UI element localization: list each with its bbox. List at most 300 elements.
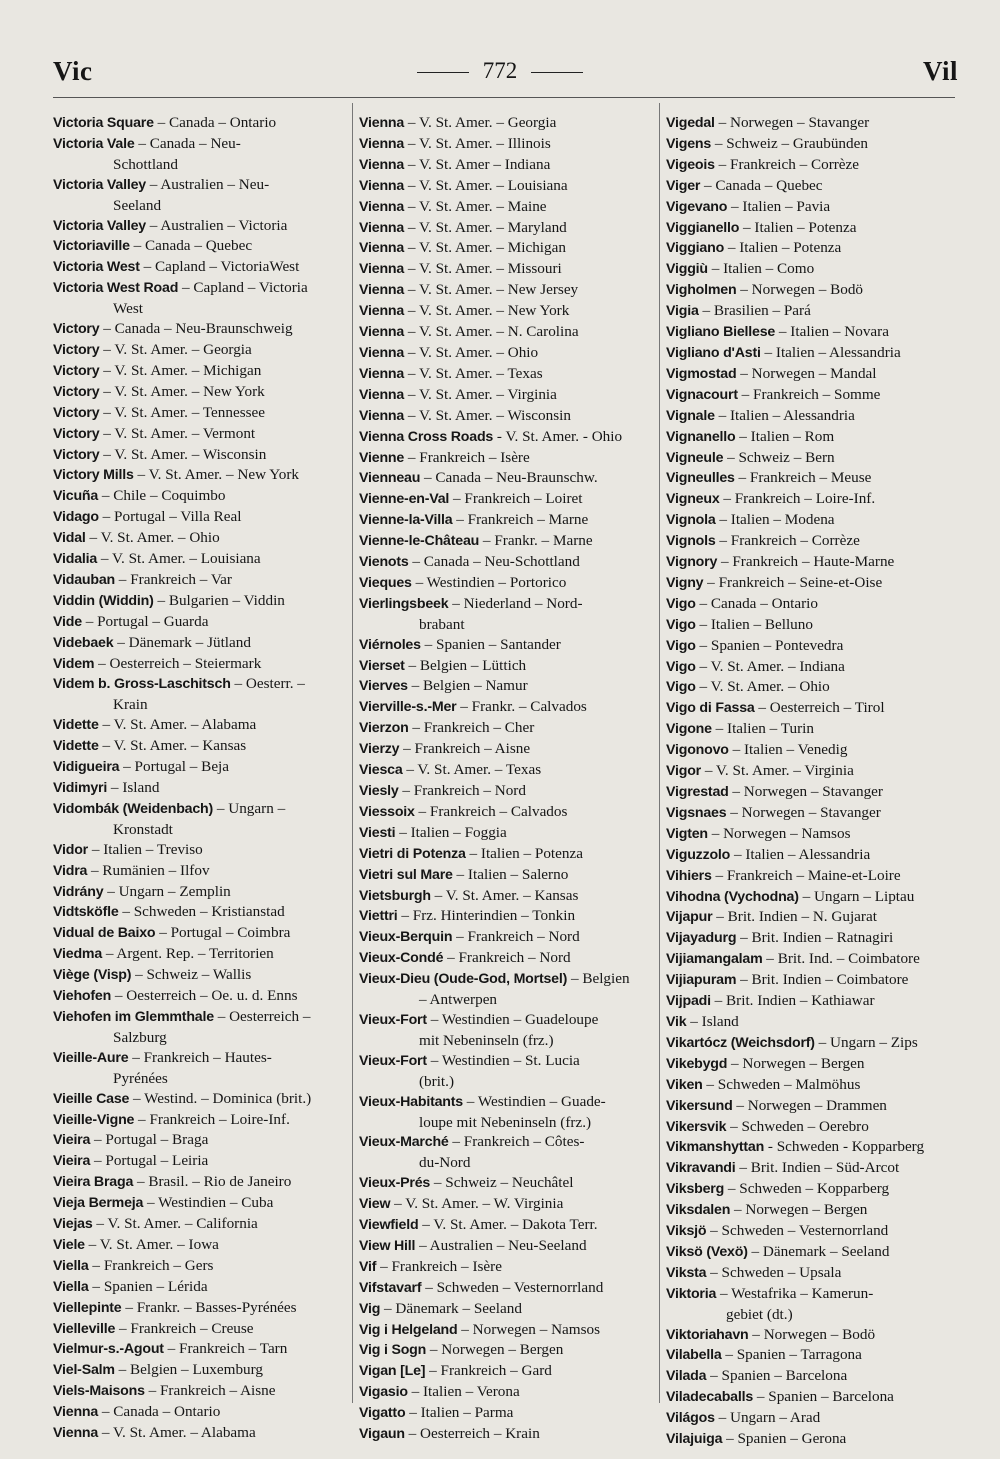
gazetteer-entry: [53, 861, 345, 882]
entry-headword: Vidtsköfle: [53, 904, 119, 921]
gazetteer-entry: [359, 1382, 655, 1403]
entry-headword: Viella: [53, 1257, 89, 1274]
gazetteer-entry: [359, 948, 655, 969]
entry-headword: Videbaek: [53, 634, 114, 651]
entry-location: – V. St. Amer. – Kansas: [98, 737, 247, 755]
entry-headword: Viksberg: [666, 1181, 725, 1198]
gazetteer-entry: [53, 549, 345, 570]
gazetteer-entry: [53, 654, 345, 675]
entry-headword: Victory: [53, 362, 100, 379]
gazetteer-entry: [666, 364, 962, 385]
entry-location: – Canada – Quebec: [129, 237, 253, 255]
entry-location: – Schweiz – Neuchâtel: [430, 1174, 574, 1192]
entry-headword: Vide: [53, 613, 82, 630]
entry-location: – Portugal – Braga: [90, 1131, 209, 1149]
entry-location: – Frankreich – Isère: [376, 1257, 502, 1275]
gazetteer-entry: [359, 1010, 655, 1051]
entry-headword: Vienna: [359, 365, 405, 382]
gazetteer-entry: [359, 176, 655, 197]
gazetteer-entry: [359, 823, 655, 844]
entry-location: – Oesterreich – Steiermark: [94, 654, 262, 672]
entry-headword: Vigny: [666, 574, 704, 591]
entry-location: – Ungarn – Liptau: [798, 887, 915, 905]
gazetteer-entry: [666, 1325, 962, 1346]
entry-headword: Vijapur: [666, 909, 713, 926]
gazetteer-entry: [359, 573, 655, 594]
entry-headword: Vihiers: [666, 867, 712, 884]
entry-headword: Vierlingsbeek: [359, 595, 449, 612]
entry-headword: Vienne-le-Château: [359, 533, 480, 550]
entry-location: – Schweiz – Bern: [723, 448, 835, 466]
entry-headword: Vidigueira: [53, 759, 120, 776]
entry-headword: Victory: [53, 425, 100, 442]
gazetteer-entry: [666, 970, 962, 991]
entry-headword: Viksta: [666, 1264, 707, 1281]
entry-headword: Vielleville: [53, 1320, 116, 1337]
entry-location: – V. St. Amer – Indiana: [404, 155, 551, 173]
entry-headword: Vikersvik: [666, 1118, 727, 1135]
entry-location: – V. St. Amer. – Tennessee: [99, 403, 266, 421]
gazetteer-entry: [666, 949, 962, 970]
entry-location: – Spanien – Barcelona: [706, 1367, 848, 1385]
entry-headword: Vikersund: [666, 1097, 733, 1114]
entry-location: – Norwegen – Bergen: [730, 1201, 868, 1219]
entry-headword: Vigone: [666, 721, 712, 738]
entry-location: – Schweden – Kopparberg: [724, 1180, 890, 1198]
entry-continuation: Schottland: [113, 155, 178, 173]
entry-headword: Vidal: [53, 530, 86, 547]
gazetteer-entry: [359, 927, 655, 948]
entry-headword: Vigaun: [359, 1426, 405, 1443]
gazetteer-entry: [53, 778, 345, 799]
gazetteer-entry: [666, 155, 962, 176]
gazetteer-entry: [53, 382, 345, 403]
entry-headword: Vieille-Vigne: [53, 1111, 135, 1128]
entry-location: – Canada – Neu-Schottland: [408, 553, 580, 571]
gazetteer-entry: [53, 1007, 345, 1048]
entry-headword: Viehofen: [53, 988, 112, 1005]
entry-headword: Vienna: [359, 240, 405, 257]
entry-location: – V. St. Amer. – Georgia: [404, 114, 557, 131]
entry-location: – Italien – Potenza: [465, 844, 583, 862]
entry-headword: Victory: [53, 321, 100, 338]
entry-location: – Italien – Alessandria: [714, 406, 855, 424]
gazetteer-entry: [666, 887, 962, 908]
entry-headword: Viehofen im Glemmthale: [53, 1008, 214, 1025]
gazetteer-entry: [53, 612, 345, 633]
entry-headword: Viels-Maisons: [53, 1383, 145, 1400]
entry-headword: Vidette: [53, 738, 99, 755]
gazetteer-entry: [53, 1423, 345, 1444]
entry-headword: Viel-Salm: [53, 1362, 115, 1379]
entry-continuation: Krain: [113, 696, 148, 714]
gazetteer-entry: [359, 259, 655, 280]
entry-location: – Italien – Treviso: [88, 840, 203, 858]
gazetteer-entry: [666, 259, 962, 280]
entry-location: – Italien – Rom: [735, 427, 835, 445]
entry-headword: Vienna: [53, 1404, 99, 1421]
entry-headword: Viele: [53, 1236, 85, 1253]
entry-location: – Portugal – Coimbra: [155, 924, 291, 942]
entry-location: – V. St. Amer. – W. Virginia: [390, 1195, 564, 1213]
gazetteer-entry: [666, 113, 962, 134]
entry-headword: Vienna: [359, 344, 405, 361]
entry-location: – Portugal – Guarda: [81, 612, 209, 630]
entry-headword: Victory: [53, 446, 100, 463]
gazetteer-entry: [359, 1236, 655, 1257]
entry-continuation: du-Nord: [419, 1154, 471, 1172]
entry-headword: Vieux-Berquin: [359, 929, 453, 946]
gazetteer-entry: [359, 1092, 655, 1133]
entry-location: – V. St. Amer. – Wisconsin: [99, 445, 267, 463]
entry-continuation: Salzburg: [113, 1028, 167, 1046]
entry-location: – Frankreich – Haute-Marne: [717, 553, 895, 571]
gazetteer-entry: [359, 364, 655, 385]
gazetteer-entry: [359, 594, 655, 635]
entry-location: – V. St. Amer. – Louisiana: [97, 550, 261, 568]
gazetteer-entry: [53, 570, 345, 591]
gazetteer-entry: [359, 886, 655, 907]
entry-headword: Viesly: [359, 783, 399, 799]
entry-headword: Vidalia: [53, 551, 98, 568]
gazetteer-entry: [359, 739, 655, 760]
entry-headword: Vif: [359, 1258, 377, 1275]
entry-location: – V. St. Amer. – Missouri: [404, 260, 562, 278]
entry-location: – Frankreich – Nord: [398, 782, 526, 799]
entry-continuation: mit Nebeninseln (frz.): [419, 1031, 554, 1049]
gazetteer-entry: [359, 155, 655, 176]
entry-location: – Italien – Modena: [715, 511, 835, 529]
entry-location: – Norwegen – Mandal: [736, 364, 877, 382]
gazetteer-entry: [666, 531, 962, 552]
entry-headword: Vigeois: [666, 156, 715, 173]
entry-headword: Vilajuiga: [666, 1431, 723, 1448]
entry-headword: Vidago: [53, 509, 99, 526]
gazetteer-entry: [666, 385, 962, 406]
gazetteer-entry: [359, 113, 655, 134]
gazetteer-entry: [666, 1242, 962, 1263]
entry-headword: Vienna: [359, 324, 405, 341]
entry-location: – Frankreich – Marne: [452, 511, 589, 529]
entry-headword: Victoriaville: [53, 238, 130, 255]
entry-location: – Oesterreich – Tirol: [754, 699, 885, 717]
entry-location: – V. St. Amer. – Texas: [402, 761, 542, 779]
gazetteer-entry: [666, 761, 962, 782]
gazetteer-column-2: [359, 113, 655, 1445]
entry-headword: Vienne-la-Villa: [359, 512, 453, 529]
gazetteer-entry: [666, 1012, 962, 1033]
entry-location: – Frankreich – Seine-et-Oise: [703, 573, 883, 591]
gazetteer-entry: [359, 343, 655, 364]
entry-headword: Vigo: [666, 679, 696, 696]
entry-location: – Westindien – Guadeloupe: [426, 1010, 599, 1028]
entry-headword: Victoria Square: [53, 115, 154, 131]
entry-headword: Vienne-en-Val: [359, 491, 450, 508]
entry-location: – Italien – Venedig: [728, 741, 848, 759]
gazetteer-entry: [359, 218, 655, 239]
gazetteer-entry: [53, 403, 345, 424]
gazetteer-entry: [359, 1132, 655, 1173]
gazetteer-entry: [53, 319, 345, 340]
entry-location: – Frankreich – Creuse: [115, 1319, 254, 1337]
gazetteer-entry: [359, 197, 655, 218]
entry-headword: Vignols: [666, 533, 716, 550]
gazetteer-entry: [53, 1298, 345, 1319]
entry-headword: Vidette: [53, 717, 99, 734]
gazetteer-entry: [666, 448, 962, 469]
gazetteer-entry: [666, 657, 962, 678]
entry-location: – Canada – Neu-Braunschw.: [420, 469, 598, 487]
entry-headword: Viladecaballs: [666, 1389, 754, 1406]
entry-location: – Italien – Turin: [711, 720, 814, 738]
header-right-guideword: Vil: [923, 56, 958, 86]
entry-location: – Frankreich – Tarn: [163, 1340, 288, 1358]
entry-headword: Vietri sul Mare: [359, 866, 453, 883]
entry-location: – Frankreich – Côtes-: [448, 1133, 585, 1151]
entry-location: – Italien – Parma: [405, 1404, 514, 1422]
entry-location: – Westindien – St. Lucia: [426, 1051, 580, 1069]
entry-location: – Island: [107, 779, 160, 796]
entry-location: – Frankreich – Aisne: [144, 1382, 276, 1400]
entry-location: – Belgien: [567, 970, 630, 988]
gazetteer-entry: [666, 1096, 962, 1117]
entry-location: – V. St. Amer. – Alabama: [98, 1424, 256, 1442]
entry-location: – V. St. Amer. – Ohio: [695, 678, 830, 696]
entry-headword: Viddin (Widdin): [53, 592, 154, 609]
entry-location: – Brit. Ind. – Coimbatore: [762, 950, 920, 968]
entry-location: – V. St. Amer. – N. Carolina: [404, 323, 579, 341]
entry-location: – V. St. Amer. – Indiana: [695, 657, 845, 675]
entry-headword: Viejas: [53, 1216, 93, 1233]
entry-location: – Westindien – Cuba: [143, 1194, 274, 1212]
entry-headword: Viksö (Vexö): [666, 1243, 748, 1260]
entry-location: – Schweden – Vesternorrland: [421, 1278, 604, 1296]
gazetteer-entry: [666, 719, 962, 740]
entry-headword: Vig i Sogn: [359, 1342, 427, 1359]
entry-headword: Vigrestad: [666, 784, 729, 800]
entry-headword: Vidauban: [53, 571, 115, 588]
entry-location: – Spanien – Barcelona: [753, 1388, 894, 1406]
entry-headword: Viessoix: [359, 803, 415, 820]
entry-location: – Portugal – Leiria: [90, 1152, 209, 1170]
gazetteer-entry: [666, 1179, 962, 1200]
entry-location: – Westindien – Guade-: [462, 1092, 606, 1110]
gazetteer-entry: [359, 427, 655, 448]
gazetteer-entry: [666, 1284, 962, 1325]
entry-headword: Vienna: [359, 282, 405, 299]
gazetteer-entry: [359, 280, 655, 301]
entry-headword: Vijiamangalam: [666, 951, 763, 968]
entry-location: – Norwegen – Stavanger: [728, 783, 883, 800]
gazetteer-entry: [359, 676, 655, 697]
gazetteer-entry: [53, 486, 345, 507]
gazetteer-entry: [53, 1172, 345, 1193]
entry-location: – Brasilien – Pará: [698, 302, 811, 320]
entry-headword: Viesti: [359, 824, 396, 841]
entry-headword: Victoria Valley: [53, 217, 146, 234]
entry-location: – Capland – VictoriaWest: [139, 258, 300, 276]
gazetteer-entry: [359, 906, 655, 927]
entry-location: – Bulgarien – Viddin: [153, 591, 285, 609]
gazetteer-entry: [666, 615, 962, 636]
gazetteer-entry: [359, 468, 655, 489]
entry-location: – V. St. Amer. – Alabama: [98, 716, 257, 734]
entry-headword: Viella: [53, 1278, 89, 1295]
entry-location: – Island: [686, 1012, 739, 1030]
entry-location: – Belgien – Lüttich: [404, 656, 527, 674]
gazetteer-entry: [53, 1381, 345, 1402]
entry-headword: Vigneux: [666, 491, 720, 508]
gazetteer-entry: [53, 361, 345, 382]
gazetteer-entry: [53, 1256, 345, 1277]
gazetteer-entry: [666, 1408, 962, 1429]
entry-location: – Norwegen – Namsos: [707, 824, 851, 842]
entry-headword: Vieux-Condé: [359, 950, 444, 967]
entry-headword: Vienne: [359, 449, 405, 466]
gazetteer-entry: [53, 715, 345, 736]
gazetteer-entry: [53, 424, 345, 445]
gazetteer-entry: [53, 1130, 345, 1151]
entry-location: – Spanien – Santander: [420, 635, 561, 653]
entry-location: – Oesterreich –: [213, 1007, 311, 1025]
entry-location: – Canada – Ontario: [695, 594, 818, 612]
entry-location: – Schweden – Oerebro: [726, 1117, 869, 1135]
entry-location: – Frankr. – Marne: [479, 532, 593, 550]
entry-location: – Frankreich – Meuse: [734, 469, 872, 487]
gazetteer-entry: [359, 385, 655, 406]
entry-headword: Vierzon: [359, 720, 409, 737]
gazetteer-entry: [359, 802, 655, 823]
gazetteer-entry: [359, 238, 655, 259]
entry-headword: Viguzzolo: [666, 846, 731, 863]
gazetteer-entry: [53, 1360, 345, 1381]
gazetteer-entry: [53, 1277, 345, 1298]
gazetteer-entry: [666, 510, 962, 531]
entry-location: – V. St. Amer. – Illinois: [404, 134, 551, 152]
entry-location: – Portugal – Villa Real: [98, 508, 242, 526]
entry-headword: Viellepinte: [53, 1299, 122, 1316]
header-left-guideword: Vic: [53, 56, 93, 86]
entry-location: – Italien – Como: [707, 260, 815, 278]
entry-headword: Vienna: [359, 407, 405, 424]
entry-location: - Schweden - Kopparberg: [764, 1138, 925, 1156]
gazetteer-entry: [359, 969, 655, 1010]
gazetteer-entry: [53, 799, 345, 840]
entry-location: – Frankreich – Gers: [88, 1256, 214, 1274]
entry-location: – Rumänien – Ilfov: [87, 861, 210, 879]
entry-headword: Vidra: [53, 862, 88, 879]
gazetteer-entry: [666, 907, 962, 928]
gazetteer-entry: [53, 965, 345, 986]
gazetteer-entry: [666, 343, 962, 364]
entry-location: – Norwegen – Stavanger: [726, 803, 881, 821]
entry-headword: Vik: [666, 1013, 687, 1030]
gazetteer-entry: [359, 1278, 655, 1299]
gazetteer-entry: [53, 923, 345, 944]
gazetteer-entry: [666, 468, 962, 489]
entry-headword: Vifstavarf: [359, 1279, 422, 1296]
entry-location: – Ungarn –: [213, 799, 286, 817]
gazetteer-entry: [359, 552, 655, 573]
gazetteer-entry: [53, 591, 345, 612]
entry-location: – Canada – Neu-Braunschweig: [99, 320, 293, 338]
header-rule: [53, 97, 955, 98]
entry-headword: Vicuña: [53, 488, 99, 505]
entry-headword: Vierville-s.-Mer: [359, 699, 457, 716]
entry-location: – Frankreich – Maine-et-Loire: [711, 866, 901, 884]
gazetteer-entry: [359, 1403, 655, 1424]
gazetteer-entry: [666, 928, 962, 949]
entry-continuation: brabant: [419, 615, 465, 633]
entry-location: – Italien – Pavia: [727, 197, 831, 215]
entry-headword: Videm: [53, 655, 95, 672]
gazetteer-entry: [666, 197, 962, 218]
entry-location: – V. St. Amer. – Wisconsin: [404, 406, 571, 424]
entry-location: – V. St. Amer. – New York: [99, 382, 265, 400]
entry-location: – Canada – Ontario: [98, 1403, 221, 1421]
entry-location: – V. St. Amer. – New Jersey: [404, 281, 579, 299]
entry-location: – Canada – Ontario: [153, 114, 277, 131]
gazetteer-entry: [666, 238, 962, 259]
gazetteer-entry: [666, 698, 962, 719]
entry-headword: Vijpadi: [666, 993, 711, 1010]
entry-headword: Vigan [Le]: [359, 1363, 426, 1380]
gazetteer-entry: [666, 280, 962, 301]
entry-location: – Schweden – Kristianstad: [118, 903, 285, 921]
entry-headword: View: [359, 1196, 391, 1213]
entry-location: – Spanien – Gerona: [722, 1430, 847, 1448]
entry-headword: Vidrány: [53, 883, 104, 900]
entry-location: – Canada – Neu-: [134, 134, 241, 152]
entry-headword: Vigia: [666, 303, 699, 320]
entry-location: – Schweiz – Wallis: [131, 966, 252, 984]
entry-location: – Chile – Coquimbo: [98, 487, 226, 505]
entry-location: – Frankreich – Hautes-: [128, 1048, 272, 1066]
entry-headword: Victory Mills: [53, 467, 134, 484]
gazetteer-entry: [359, 1051, 655, 1092]
entry-headword: Vienna: [359, 303, 405, 320]
gazetteer-entry: [53, 902, 345, 923]
entry-location: – Frankreich – Loiret: [449, 490, 583, 508]
entry-headword: Vigevano: [666, 198, 728, 215]
entry-headword: Vienneau: [359, 470, 421, 487]
entry-location: – Australien – Victoria: [145, 216, 288, 234]
gazetteer-entry: [359, 1215, 655, 1236]
entry-location: – Italien – Salerno: [452, 865, 569, 883]
entry-location: – V. St. Amer. – Georgia: [99, 340, 252, 358]
entry-headword: Vienna: [53, 1425, 99, 1442]
gazetteer-entry: [666, 782, 962, 803]
gazetteer-entry: [359, 448, 655, 469]
entry-headword: Vigsnaes: [666, 804, 727, 821]
gazetteer-entry: [666, 406, 962, 427]
entry-headword: Vieux-Dieu (Oude-God, Mortsel): [359, 971, 568, 988]
entry-headword: Vidimyri: [53, 780, 108, 796]
entry-location: – V. St. Amer. – Iowa: [84, 1235, 219, 1253]
entry-location: – V. St. Amer. – New York: [404, 302, 570, 320]
entry-location: – Italien – Potenza: [739, 218, 857, 236]
entry-headword: Vikebygd: [666, 1055, 728, 1072]
gazetteer-entry: [53, 840, 345, 861]
entry-headword: Vienna: [359, 198, 405, 215]
entry-headword: Vienna: [359, 177, 405, 194]
entry-headword: Vienna Cross Roads: [359, 428, 494, 445]
entry-headword: Viewfield: [359, 1217, 419, 1234]
entry-location: – Westafrika – Kamerun-: [716, 1284, 874, 1302]
gazetteer-entry: [53, 1235, 345, 1256]
gazetteer-entry: [359, 322, 655, 343]
entry-headword: Vigonovo: [666, 742, 729, 759]
